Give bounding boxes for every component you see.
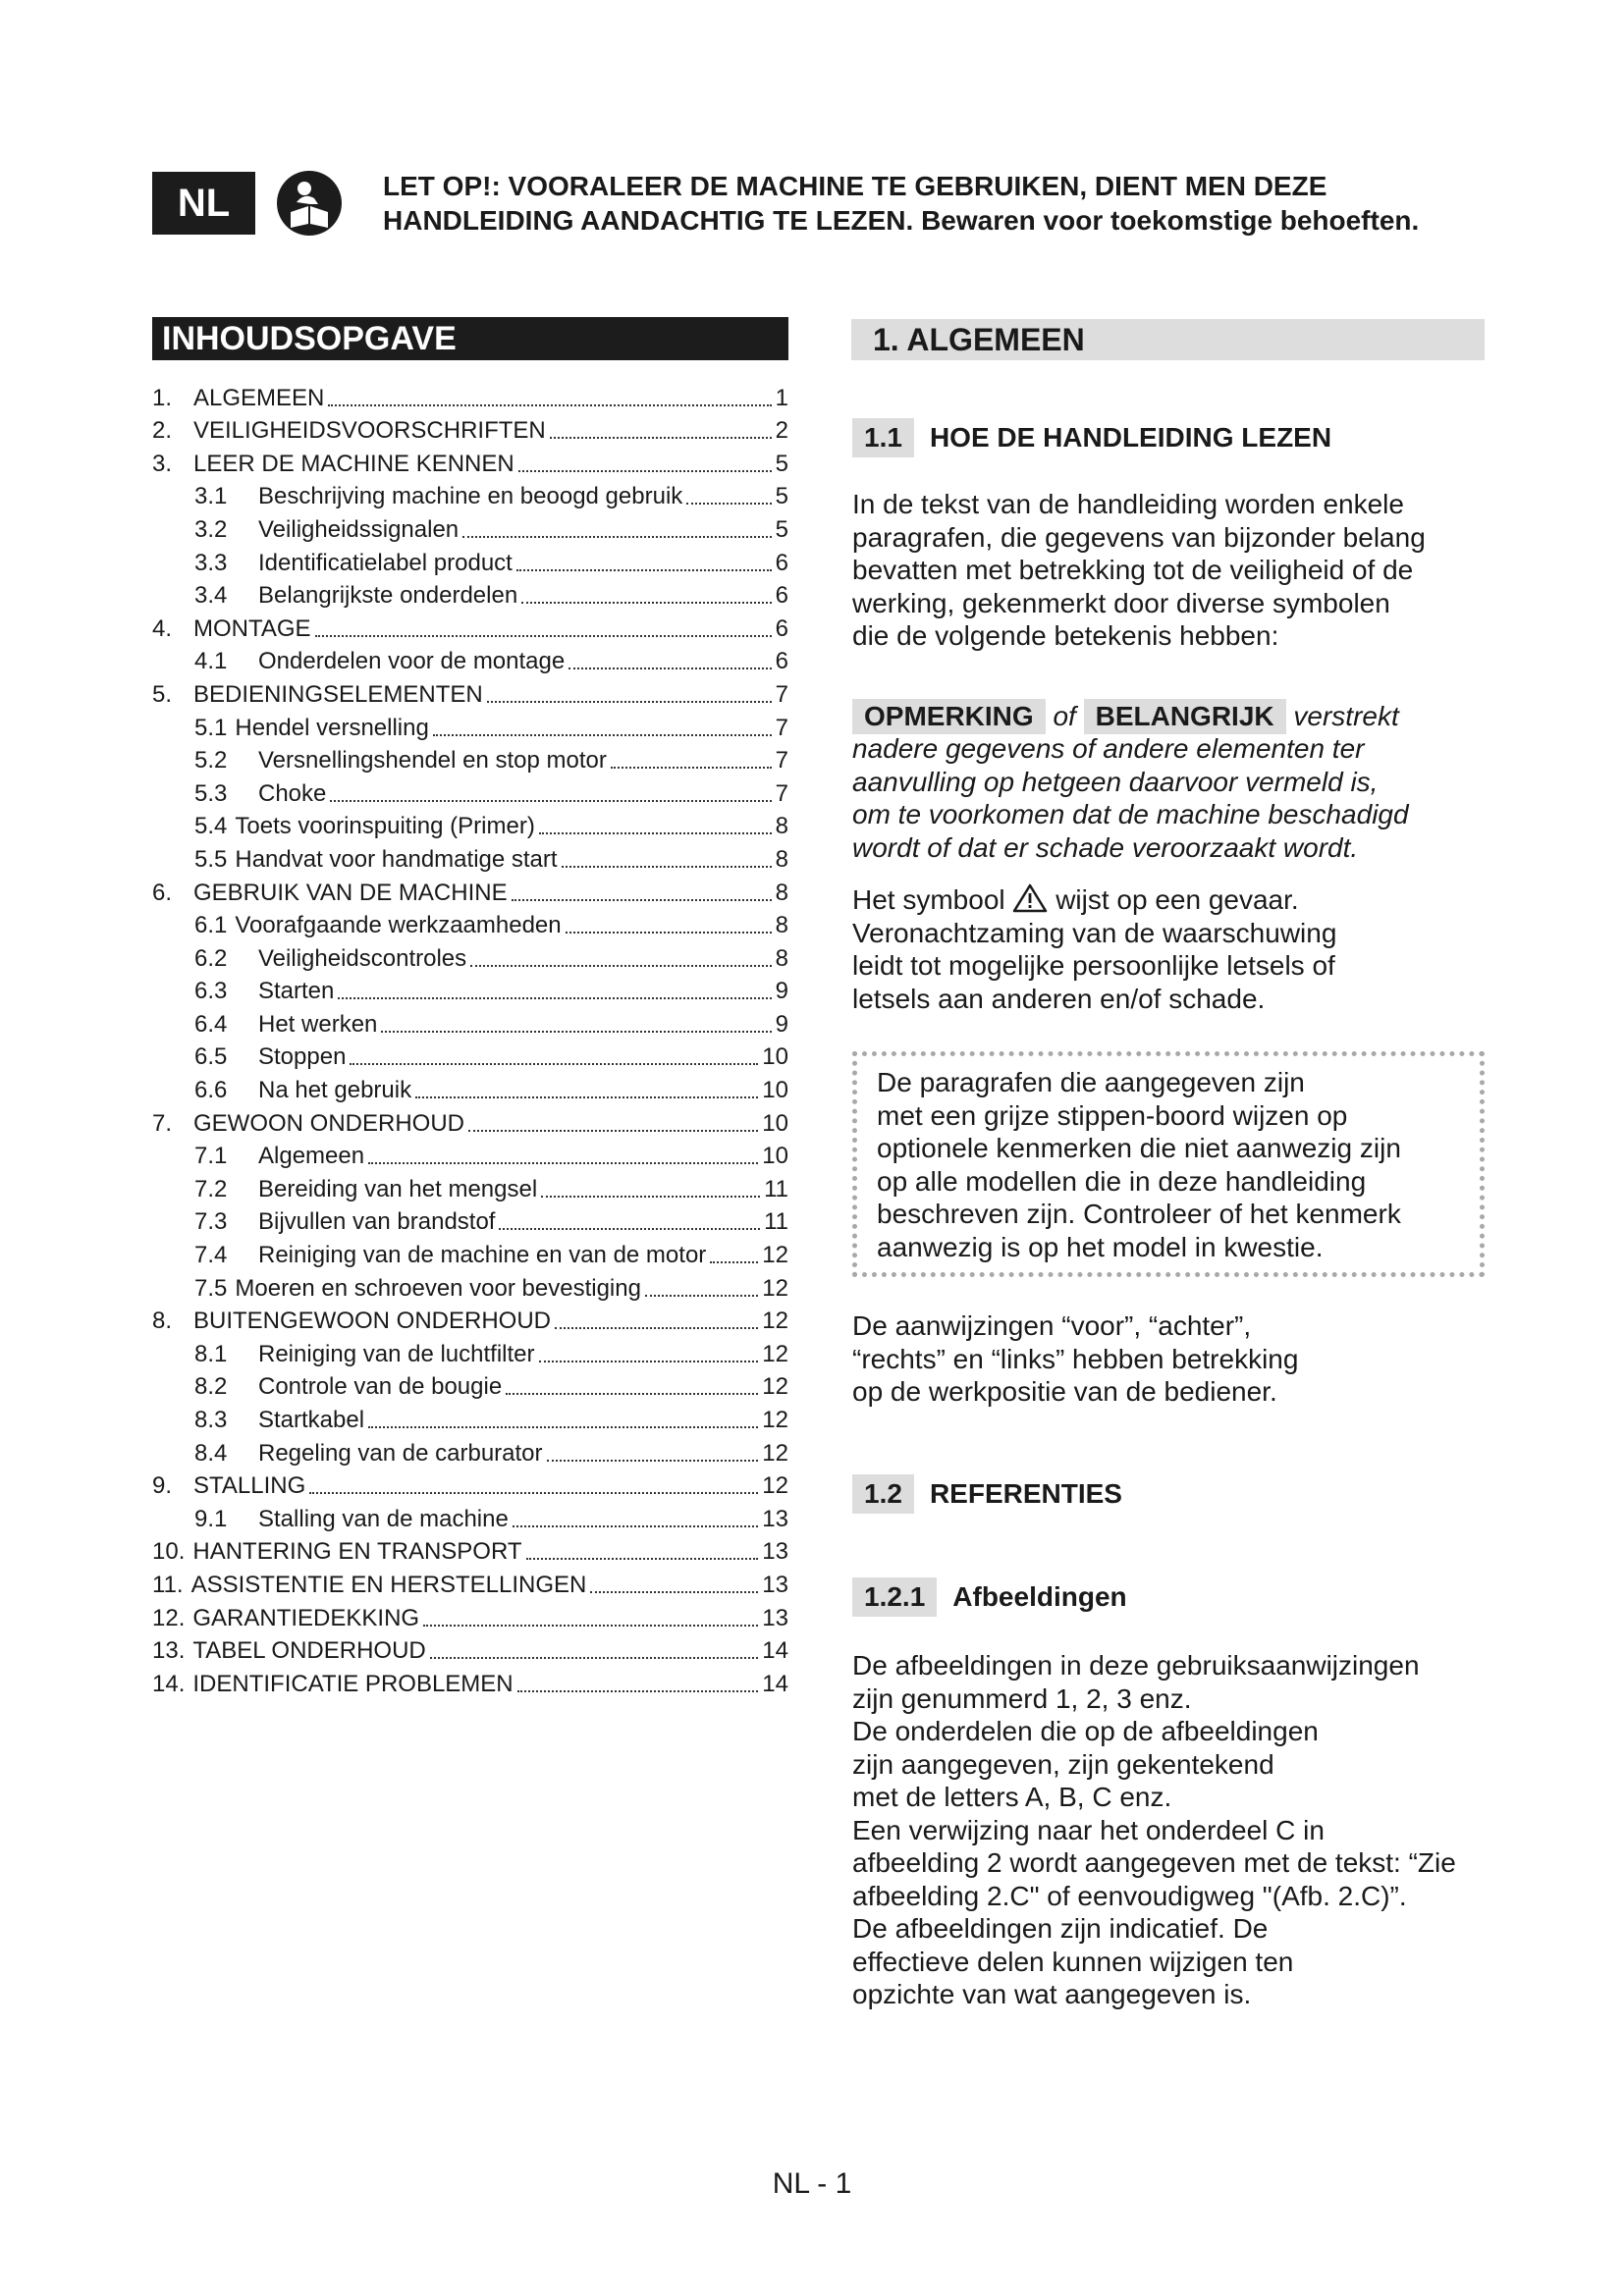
toc-entry-page: 7 [775,779,788,807]
toc-entry-page: 12 [762,1407,788,1433]
toc-leader-dots [566,932,772,934]
toc-entry [152,908,788,941]
toc-entry [152,1105,788,1139]
toc-entry-number: 9.1 [194,1505,228,1532]
toc-entry-label: Belangrijkste onderdelen [258,582,518,610]
toc-entry [152,974,788,1007]
toc-entry-label: GEBRUIK VAN DE MACHINE [193,879,508,906]
note-line: wordt of dat er schade veroorzaakt wordt. [852,831,1359,863]
toc-entry-label: Bijvullen van brandstof [258,1208,496,1236]
toc-entry-page: 13 [762,1538,788,1566]
toc-entry [152,1171,788,1204]
toc-entry-page: 5 [775,483,788,510]
toc-entry [152,446,788,479]
figures-line: De afbeeldingen in deze gebruiksaanwijzingen [852,1650,1420,1681]
subsection-number: 1.2 [852,1474,914,1514]
toc-entry-label: ASSISTENTIE EN HERSTELLINGEN [190,1571,587,1598]
toc-entry [152,1435,788,1468]
toc-leader-dots [499,1228,760,1230]
toc-leader-dots [433,734,772,736]
toc-leader-dots [547,1460,759,1462]
symbol-text-after: wijst op een gevaar. [1056,884,1299,915]
note-line: aanvulling op hetgeen daarvoor vermeld is, [852,766,1379,797]
toc-entry [152,1006,788,1040]
warning-triangle-icon [1012,883,1048,913]
toc-entry-label: Stoppen [258,1043,347,1071]
toc-entry [152,1270,788,1304]
figures-line: effectieve delen kunnen wijzigen ten [852,1946,1294,1977]
toc-entry-number: 11. [152,1571,184,1598]
toc-entry-label: GEWOON ONDERHOUD [193,1109,464,1137]
toc-entry-page: 7 [775,714,788,741]
toc-entry-number: 12. [152,1604,186,1631]
toc-leader-dots [506,1393,758,1395]
toc-entry-label: STALLING [193,1472,306,1500]
toc-leader-dots [487,701,772,703]
toc-leader-dots [328,404,771,406]
toc-entry-page: 13 [762,1571,788,1598]
toc-entry [152,511,788,545]
toc-leader-dots [521,602,771,604]
section-title: 1. ALGEMEEN [851,319,1485,360]
toc-leader-dots [590,1591,758,1593]
box-line: De paragrafen die aangegeven zijn [877,1067,1305,1097]
box-line: optionele kenmerken die niet aanwezig zijn [877,1133,1401,1163]
toc-entry-label: Controle van de bougie [258,1373,503,1401]
toc-entry-number: 7.5 [194,1274,228,1302]
figures-line: zijn genummerd 1, 2, 3 enz. [852,1682,1192,1714]
symbol-text-before: Het symbool [852,884,1005,915]
toc-entry-label: Algemeen [258,1143,365,1170]
toc-entry-label: Versnellingshendel en stop motor [258,747,607,774]
toc-entry-label: TABEL ONDERHOUD [192,1637,426,1665]
toc-entry-page: 12 [762,1340,788,1367]
toc-entry [152,380,788,413]
toc-entry-page: 9 [775,1010,788,1038]
toc-entry-label: Veiligheidssignalen [258,515,460,543]
toc-entry-number: 7. [152,1109,173,1137]
toc-entry-page: 8 [775,879,788,906]
safety-warning [383,169,1512,238]
toc-entry-label: LEER DE MACHINE KENNEN [193,450,514,477]
note-tag: OPMERKING [852,699,1046,734]
toc-entry-number: 5.3 [194,779,228,807]
toc-leader-dots [611,767,772,769]
toc-entry-label: Handvat voor handmatige start [235,845,558,873]
toc-leader-dots [470,965,772,967]
toc-entry-page: 2 [775,417,788,445]
box-line: op alle modellen die in deze handleiding [877,1165,1367,1197]
toc-entry-label: Identificatielabel product [258,549,513,576]
toc-entry-number: 8. [152,1308,173,1335]
note-legend [852,699,1399,734]
symbol-line: Veronachtzaming van de waarschuwing [852,917,1337,948]
toc-entry-number: 8.2 [194,1373,228,1401]
toc-entry-number: 5.1 [194,714,228,741]
toc-leader-dots [309,1492,758,1494]
toc-entry-page: 8 [775,912,788,939]
intro-line: In de tekst van de handleiding worden enkele [852,489,1404,519]
note-line: om te voorkomen dat de machine beschadigd [852,799,1409,829]
toc-entry-page: 8 [775,813,788,840]
toc-entry-label: IDENTIFICATIE PROBLEMEN [192,1670,514,1697]
toc-entry [152,1567,788,1600]
toc-entry [152,1139,788,1172]
box-line: beschreven zijn. Controleer of het kenmerk [877,1199,1401,1229]
toc-entry-page: 14 [762,1637,788,1665]
toc-entry-page: 13 [762,1604,788,1631]
toc-entry-label: Onderdelen voor de montage [258,648,566,675]
intro-line: paragrafen, die gegevens van bijzonder belang [852,521,1426,553]
subsection-number: 1.2.1 [852,1577,937,1617]
toc-entry [152,841,788,875]
figures-line: zijn aangegeven, zijn gekentekend [852,1748,1274,1780]
toc-entry-page: 7 [775,680,788,708]
toc-entry-label: Bereiding van het mengsel [258,1175,538,1202]
toc-title: INHOUDSOPGAVE [152,317,788,360]
toc-entry-page: 10 [762,1143,788,1170]
toc-entry [152,1304,788,1337]
toc-entry-number: 6.5 [194,1043,228,1071]
toc-entry-number: 5.4 [194,813,228,840]
toc-entry-label: Moeren en schroeven voor bevestiging [235,1274,641,1302]
toc-entry [152,1204,788,1238]
toc-entry-number: 14. [152,1670,186,1697]
toc-leader-dots [518,470,772,472]
figures-line: met de letters A, B, C enz. [852,1782,1172,1812]
toc-leader-dots [330,800,771,802]
toc-entry-number: 5. [152,680,173,708]
toc-leader-dots [423,1625,758,1627]
toc-entry-label: BUITENGEWOON ONDERHOUD [193,1308,552,1335]
toc-entry-label: Beschrijving machine en beoogd gebruik [258,483,683,510]
intro-paragraph [852,488,1500,653]
toc-entry-number: 8.1 [194,1340,228,1367]
note-verb: verstrekt [1293,701,1399,731]
toc-entry [152,479,788,512]
toc-entry-number: 6.6 [194,1077,228,1104]
toc-leader-dots [415,1096,758,1098]
toc-entry-page: 1 [775,384,788,411]
note-description [852,732,1500,864]
symbol-line [852,883,1500,917]
toc-entry [152,1633,788,1667]
optional-features-box [852,1051,1485,1277]
symbol-paragraph [852,883,1500,1015]
toc-entry-label: MONTAGE [193,614,311,642]
toc-leader-dots [539,832,772,834]
toc-entry-page: 6 [775,648,788,675]
toc-entry [152,1336,788,1369]
toc-leader-dots [541,1196,760,1198]
toc-entry-page: 10 [762,1043,788,1071]
subsection-heading-1-2-1 [852,1577,1127,1617]
toc-leader-dots [550,437,772,439]
toc-entry-label: Stalling van de machine [258,1505,509,1532]
toc-entry-label: Voorafgaande werkzaamheden [235,912,562,939]
toc-entry-label: Toets voorinspuiting (Primer) [235,813,535,840]
toc-entry-label: GARANTIEDEKKING [192,1604,420,1631]
toc-entry-page: 11 [764,1175,788,1202]
toc-entry-label: ALGEMEEN [193,384,325,411]
intro-line: bevatten met betrekking tot de veiligheid of de [852,555,1414,585]
toc-entry [152,676,788,710]
language-badge: NL [152,172,255,235]
toc-entry-page: 7 [775,747,788,774]
toc-entry-page: 9 [775,978,788,1005]
box-line: aanwezig is op het model in kwestie. [877,1231,1324,1262]
toc-entry [152,1468,788,1502]
toc-entry-page: 12 [762,1439,788,1467]
subsection-number: 1.1 [852,418,914,457]
toc-entry-number: 2. [152,417,173,445]
toc-entry-number: 5.2 [194,747,228,774]
figures-paragraph [852,1649,1500,2011]
toc-entry-number: 4.1 [194,648,228,675]
toc-entry-number: 6.1 [194,912,228,939]
toc-leader-dots [315,635,772,637]
intro-line: werking, gekenmerkt door diverse symbolen [852,587,1390,618]
warning-line-2: HANDLEIDING AANDACHTIG TE LEZEN. Bewaren voor toekomstige behoeften. [383,205,1420,236]
toc-entry-number: 3.2 [194,515,228,543]
toc-leader-dots [338,997,771,999]
toc-entry-number: 10. [152,1538,186,1566]
toc-entry [152,1072,788,1105]
toc-entry [152,644,788,677]
toc-entry-label: Hendel versnelling [235,714,429,741]
warning-line-1: LET OP!: VOORALEER DE MACHINE TE GEBRUIKEN, DIENT MEN DEZE [383,171,1327,201]
symbol-line: letsels aan anderen en/of schade. [852,983,1266,1014]
toc-entry-page: 12 [762,1472,788,1500]
toc-entry [152,1534,788,1568]
toc-entry-number: 6.3 [194,978,228,1005]
figures-line: afbeelding 2.C" of eenvoudigweg "(Afb. 2.C)”. [852,1880,1407,1911]
toc-entry-page: 13 [762,1505,788,1532]
toc-entry-page: 6 [775,549,788,576]
toc-entry-page: 11 [764,1208,788,1236]
toc-entry-label: VEILIGHEIDSVOORSCHRIFTEN [193,417,546,445]
toc-leader-dots [710,1261,758,1263]
directions-line: De aanwijzingen “voor”, “achter”, [852,1310,1252,1341]
toc-leader-dots [526,1558,759,1560]
toc-entry-number: 7.1 [194,1143,228,1170]
toc-leader-dots [512,899,772,901]
figures-line: afbeelding 2 wordt aangegeven met de tekst: “Zie [852,1847,1456,1878]
toc-leader-dots [350,1063,758,1065]
toc-entry-label: Regeling van de carburator [258,1439,543,1467]
toc-entry-label: Veiligheidscontroles [258,944,467,972]
toc-entry [152,413,788,447]
toc-entry [152,710,788,743]
subsection-heading-1-1 [852,418,1331,457]
toc-leader-dots [381,1031,771,1033]
directions-line: “rechts” en “links” hebben betrekking [852,1343,1299,1374]
figures-line: opzichte van wat aangegeven is. [852,1979,1252,2009]
toc-entry [152,1501,788,1534]
toc-entry-number: 3. [152,450,173,477]
symbol-line: leidt tot mogelijke persoonlijke letsels of [852,950,1335,981]
toc-entry-number: 3.3 [194,549,228,576]
toc-entry-number: 7.4 [194,1242,228,1269]
toc-leader-dots [516,569,772,571]
toc-entry-label: Het werken [258,1010,378,1038]
toc-entry-number: 5.5 [194,845,228,873]
page-number: NL - 1 [772,2167,852,2200]
toc-entry-page: 8 [775,944,788,972]
toc-entry-page: 10 [762,1109,788,1137]
intro-line: die de volgende betekenis hebben: [852,620,1279,651]
table-of-contents [152,380,788,1699]
toc-entry [152,875,788,908]
subsection-heading-1-2 [852,1474,1122,1514]
toc-entry-number: 6.4 [194,1010,228,1038]
toc-leader-dots [539,1361,759,1362]
toc-entry [152,1402,788,1435]
figures-line: De afbeeldingen zijn indicatief. De [852,1913,1269,1944]
subsection-title: HOE DE HANDLEIDING LEZEN [929,422,1332,453]
toc-entry-number: 3.4 [194,582,228,610]
toc-entry [152,1237,788,1270]
toc-entry-label: Reiniging van de luchtfilter [258,1340,535,1367]
toc-entry-label: Reiniging van de machine en van de motor [258,1242,707,1269]
directions-paragraph [852,1309,1500,1409]
directions-line: op de werkpositie van de bediener. [852,1376,1277,1407]
note-or: of [1053,701,1076,731]
toc-entry [152,1666,788,1699]
toc-leader-dots [686,503,771,505]
toc-entry-label: HANTERING EN TRANSPORT [192,1538,522,1566]
figures-line: Een verwijzing naar het onderdeel C in [852,1814,1325,1845]
toc-leader-dots [368,1162,758,1164]
toc-entry [152,743,788,776]
toc-leader-dots [462,536,771,538]
toc-entry-number: 6. [152,879,173,906]
toc-entry-number: 1. [152,384,173,411]
toc-entry-page: 5 [775,515,788,543]
toc-leader-dots [562,866,772,868]
toc-leader-dots [568,667,771,669]
toc-leader-dots [430,1657,759,1659]
toc-entry-number: 6.2 [194,944,228,972]
toc-leader-dots [368,1426,758,1428]
toc-entry [152,775,788,809]
toc-entry-label: Choke [258,779,327,807]
important-tag: BELANGRIJK [1084,699,1286,734]
read-manual-icon [275,169,344,238]
toc-entry-number: 8.4 [194,1439,228,1467]
note-line: nadere gegevens of andere elementen ter [852,733,1365,764]
toc-entry-label: Startkabel [258,1407,365,1433]
toc-entry-number: 9. [152,1472,173,1500]
toc-entry [152,940,788,974]
toc-leader-dots [645,1295,758,1297]
toc-entry [152,545,788,578]
toc-leader-dots [555,1327,758,1329]
toc-entry-number: 3.1 [194,483,228,510]
toc-entry-label: Na het gebruik [258,1077,412,1104]
toc-leader-dots [468,1130,758,1132]
subsection-title: Afbeeldingen [952,1581,1127,1612]
toc-entry-page: 5 [775,450,788,477]
toc-entry-number: 7.3 [194,1208,228,1236]
figures-line: De onderdelen die op de afbeeldingen [852,1716,1319,1746]
toc-entry-number: 13. [152,1637,186,1665]
toc-entry-number: 4. [152,614,173,642]
toc-entry [152,1369,788,1403]
toc-entry-page: 12 [762,1308,788,1335]
toc-entry-label: Starten [258,978,335,1005]
toc-entry-number: 7.2 [194,1175,228,1202]
box-line: met een grijze stippen-boord wijzen op [877,1099,1348,1131]
toc-entry [152,578,788,612]
toc-entry [152,809,788,842]
toc-entry-page: 8 [775,845,788,873]
toc-entry [152,611,788,644]
toc-leader-dots [517,1690,759,1692]
toc-entry-page: 12 [762,1373,788,1401]
toc-entry-label: BEDIENINGSELEMENTEN [193,680,483,708]
toc-entry-page: 12 [762,1242,788,1269]
toc-entry-number: 8.3 [194,1407,228,1433]
toc-entry-page: 6 [775,614,788,642]
toc-entry-page: 12 [762,1274,788,1302]
toc-entry [152,1600,788,1633]
toc-leader-dots [513,1525,758,1527]
toc-entry [152,1040,788,1073]
subsection-title: REFERENTIES [929,1478,1122,1509]
toc-entry-page: 10 [762,1077,788,1104]
toc-entry-page: 6 [775,582,788,610]
toc-entry-page: 14 [762,1670,788,1697]
